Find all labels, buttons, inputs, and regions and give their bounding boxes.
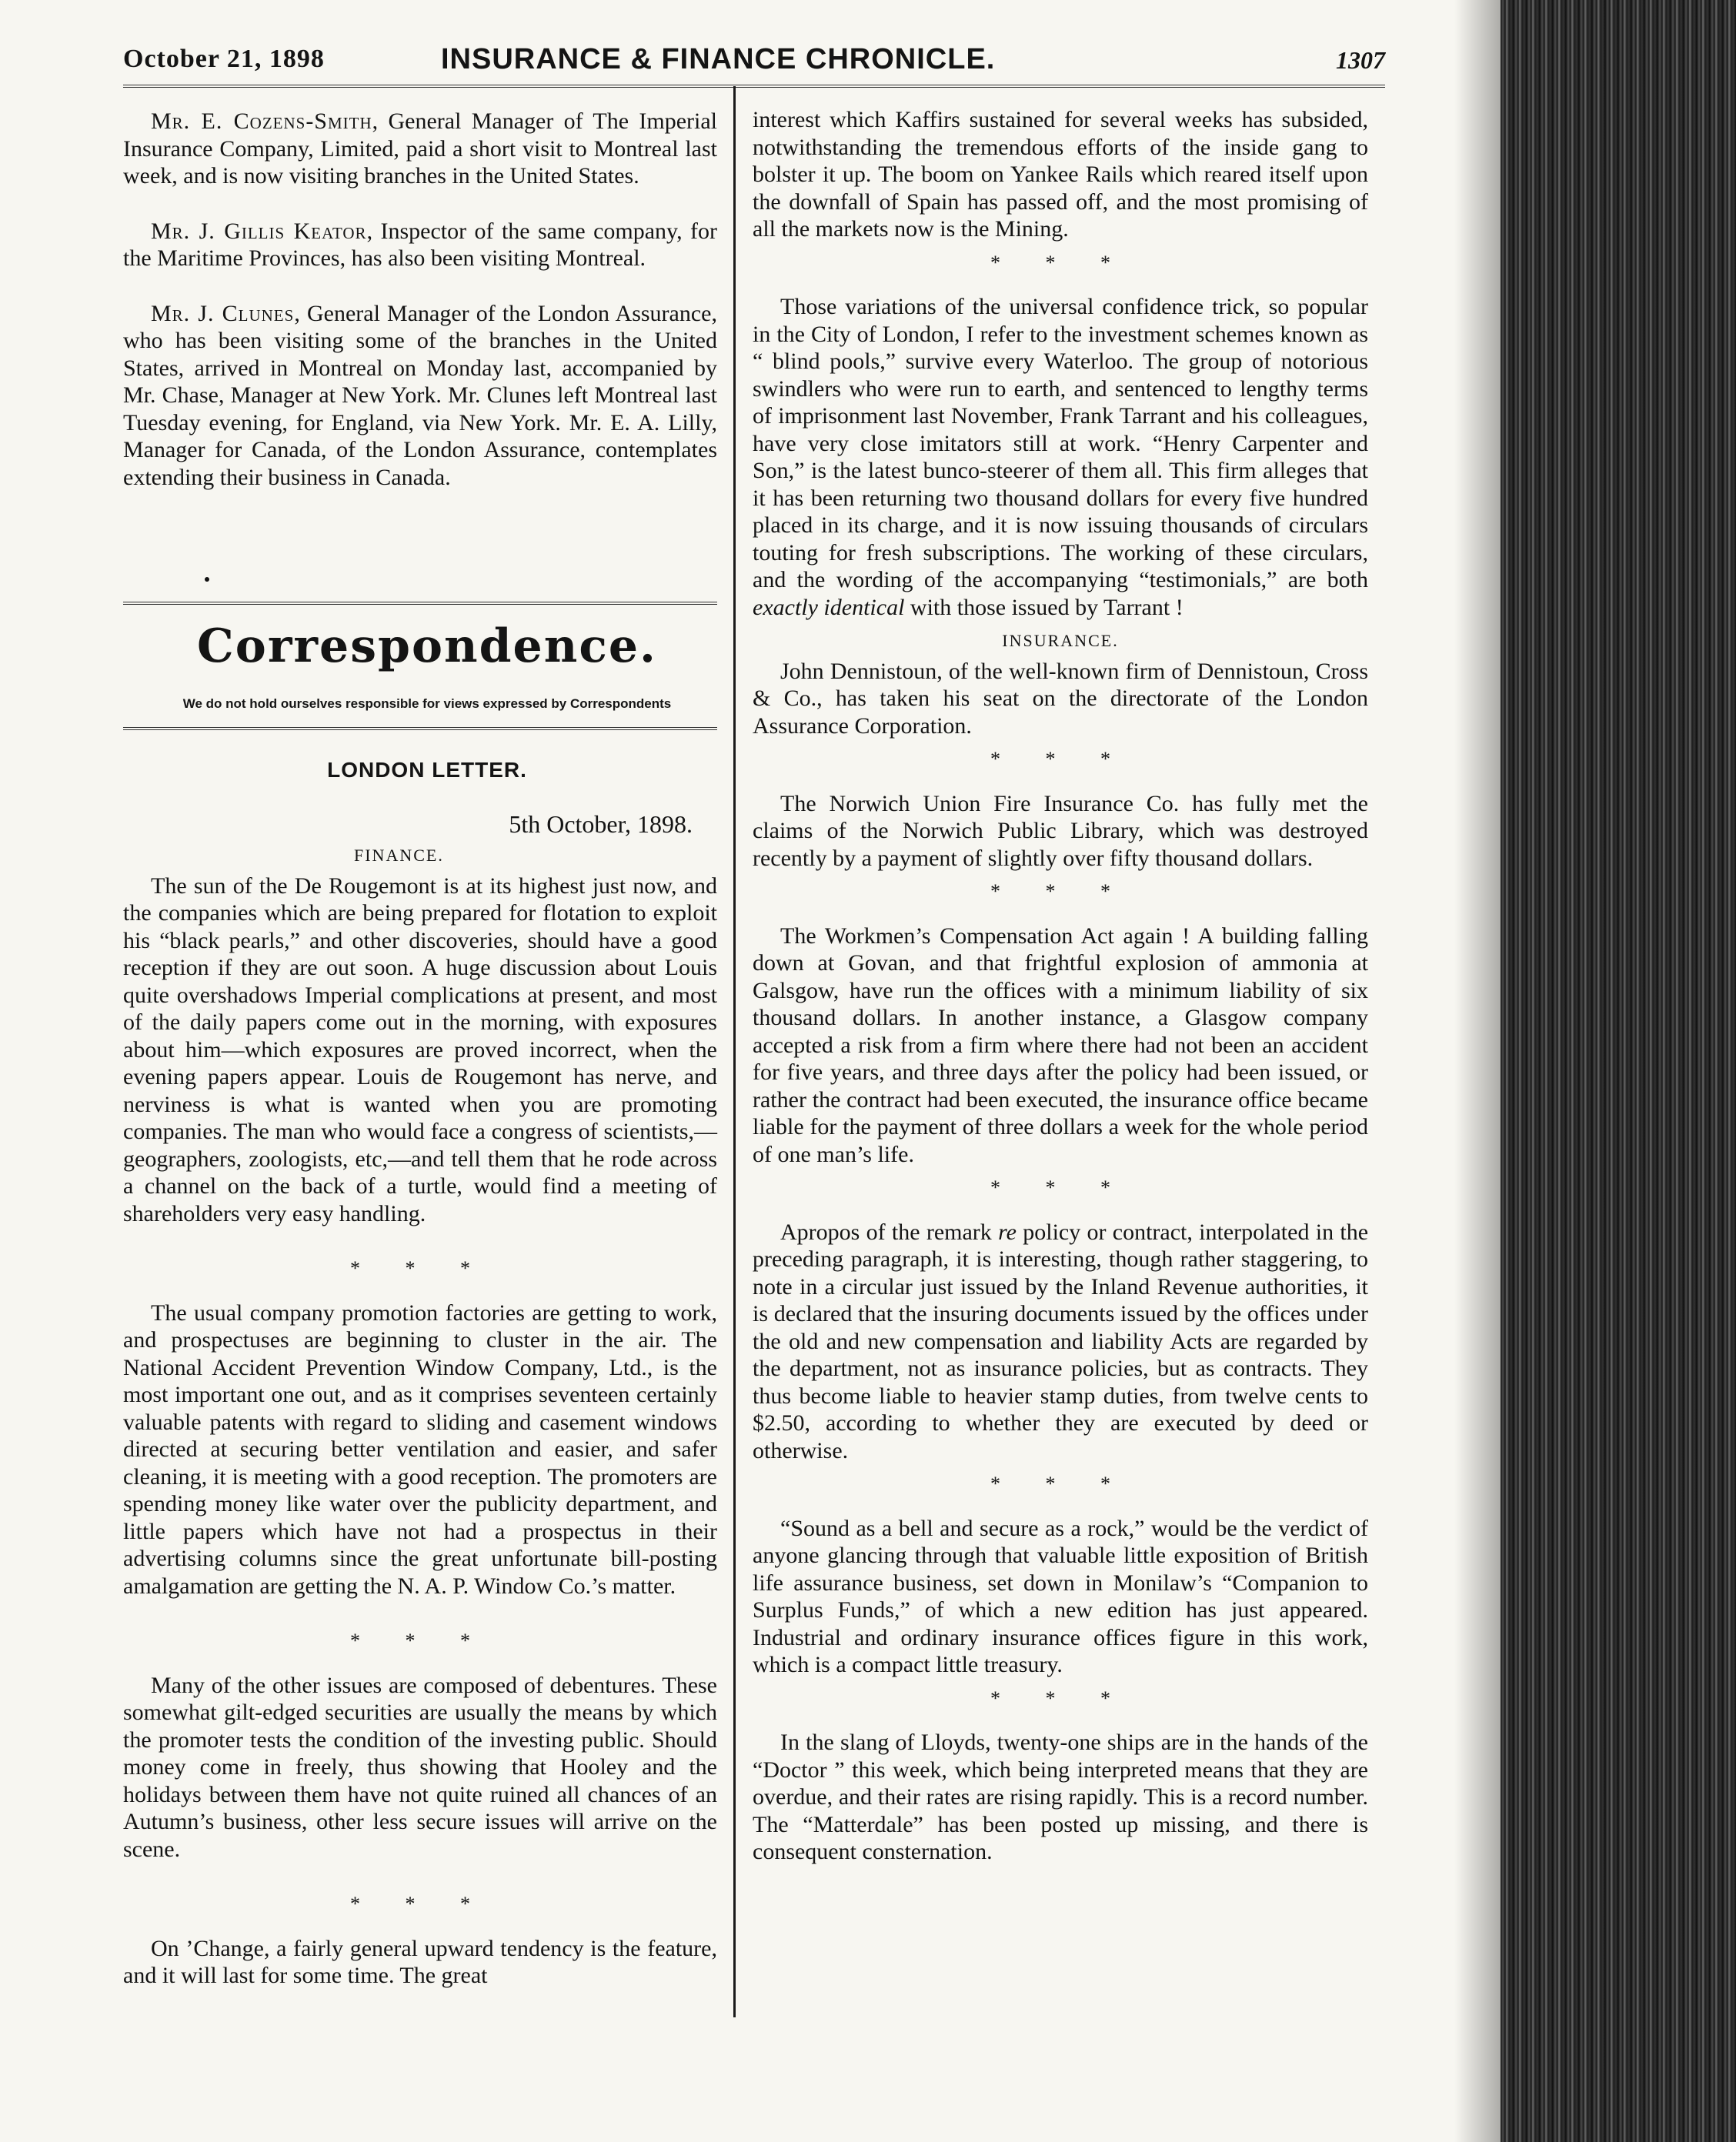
blind-pools-text-a: Those variations of the universal confidence trick, so popular in the City of London, I refer to the investment schemes known as “ blind pools,” survive every Waterloo. The group of notorious swindlers who were run to earth, and sentenced to lengthy terms of imprisonment last November, Frank Tarrant and his colleagues, have very close imitators still at work. “Henry Carpenter and Son,” is the latest bunco-steerer of them all. This firm alleges that it has been returning two thousand dollars for every five hundred placed in its charge, and it is now issuing thousands of circulars touting for fresh subscriptions. The working of these circulars, and the wording of the accompanying “testimonials,” are both	[753, 294, 1368, 592]
section-stars: * * *	[990, 251, 1130, 274]
section-stars: * * *	[990, 1687, 1130, 1710]
note-clunes	[123, 300, 717, 492]
paragraph-debentures: Many of the other issues are composed of debentures. These somewhat gilt-edged securities are usually the means by which the promoter tests the condition of the investing public. Should money come in freely, thus showing that Hooley and the holidays between them have not quite ruined all chances of an Autumn’s business, other less secure issues will arrive on the scene.	[123, 1672, 717, 1862]
paragraph-lloyds: In the slang of Lloyds, twenty-one ships are in the hands of the “Doctor ” this week, which being interpreted means that they are overdue, and their rates are rising rapidly. This is a record number. The “Matterdale” has been posted up missing, and there is consequent consternation.	[753, 1730, 1368, 1864]
paragraph-monilaw: “Sound as a bell and secure as a rock,” would be the verdict of anyone glancing through that valuable little exposition of British life assurance business, set down in Monilaw’s “Companion to Surplus Funds,” of which a new edition has just appeared. Industrial and ordinary insurance offices figure in this work, which is a compact little treasury.	[753, 1515, 1368, 1677]
finance-label: FINANCE.	[354, 846, 444, 865]
note-cozens-smith	[123, 108, 717, 190]
apropos-emphasis: re	[998, 1219, 1017, 1245]
paragraph-blind-pools	[753, 293, 1368, 621]
disclaimer-rule	[123, 727, 717, 730]
paragraph-promotion-factories: The usual company promotion factories are getting to work, and prospectuses are beginning to cluster in the air. The National Accident Prevention Window Company, Ltd., is the most important one out, and as it comprises seventeen certainly valuable patents with regard to sliding and casement windows directed at securing better ventilation and easier, and safer cleaning, it is meeting with a good reception. The promoters are spending money like water over the publicity department, and little papers which have not had a prospectus in their advertising columns since the great unfortunate bill-posting amalgamation are getting the N. A. P. Window Co.’s matter.	[123, 1300, 717, 1599]
page-gutter-shadow	[1454, 0, 1501, 2142]
apropos-text-b: policy or contract, interpolated in the preceding paragraph, it is interesting, though rather staggering, to note in a circular just issued by the Inland Revenue authorities, it is declared that the insuring documents issued by the offices under the old and new compensation and liability Acts are regarded by the department, not as insurance policies, but as contracts. They thus become liable to heavier stamp duties, from twelve cents to $2.50, according to whether they are executed by deed or otherwise.	[753, 1219, 1369, 1463]
name-clunes: Mr. J. Clunes	[151, 300, 295, 326]
blind-pools-text-b: with those issued by Tarrant !	[904, 594, 1183, 620]
page-number: 1307	[1336, 46, 1385, 74]
section-stars: * * *	[990, 1473, 1130, 1495]
issue-date: October 21, 1898	[123, 45, 325, 73]
paragraph-de-rougemont: The sun of the De Rougemont is at its highest just now, and the companies which are being prepared for flotation to exploit his “black pearls,” and other discoveries, should have a good reception if they are out soon. A huge discussion about Louis quite overshadows Imperial complications at present, and most of the daily papers come out in the morning, with exposures about him—which exposures are proved incorrect, when the evening papers appear. Louis de Rougemont has nerve, and nerviness is what is wanted when you are promoting companies. The man who would face a congress of scientists,—geographers, zoologists, etc,—and tell them that he rode across a channel on the back of a turtle, would find a meeting of shareholders very easy handling.	[123, 872, 717, 1226]
header-rule	[123, 85, 1385, 88]
name-cozens-smith: Mr. E. Cozens-Smith	[151, 108, 372, 134]
column-divider	[733, 86, 736, 2017]
section-stars: * * *	[990, 748, 1130, 770]
section-stars: * * *	[990, 880, 1130, 903]
paragraph-kaffirs: interest which Kaffirs sustained for several weeks has subsided, notwithstanding the tremendous efforts of the inside gang to bolster it up. The boom on Yankee Rails which reared itself upon the downfall of Spain has passed off, and the most promising of all the markets now is the Mining.	[753, 107, 1368, 242]
note-keator	[123, 218, 717, 272]
publication-title: INSURANCE & FINANCE CHRONICLE.	[441, 43, 996, 75]
apropos-text-a: Apropos of the remark	[780, 1219, 999, 1245]
note-cozens-smith-text: , General Manager of The Imperial Insurance Company, Limited, paid a short visit to Montreal last week, and is now visiting branches in the United States.	[123, 108, 717, 189]
letter-title: LONDON LETTER.	[327, 758, 527, 782]
letter-date: 5th October, 1898.	[509, 810, 693, 838]
paragraph-dennistoun: John Dennistoun, of the well-known firm of Dennistoun, Cross & Co., has taken his seat on the directorate of the London Assurance Corporation.	[753, 658, 1368, 739]
section-stars: * * *	[350, 1893, 490, 1915]
book-spine-edge	[1501, 0, 1736, 2142]
paragraph-apropos	[753, 1219, 1368, 1465]
note-keator-text: , Inspector of the same company, for the Maritime Provinces, has also been visiting Montreal.	[123, 218, 717, 271]
paragraph-norwich-union: The Norwich Union Fire Insurance Co. has fully met the claims of the Norwich Public Library, which was destroyed recently by a payment of slightly over fifty thousand dollars.	[753, 790, 1368, 871]
right-column-body	[753, 106, 1368, 1872]
correspondence-disclaimer: We do not hold ourselves responsible for views expressed by Correspondents	[182, 696, 672, 711]
paragraph-change: On ’Change, a fairly general upward tendency is the feature, and it will last for some time. The great	[123, 1935, 717, 1988]
ink-dot	[205, 577, 209, 582]
page-header	[123, 38, 1385, 85]
section-rule	[123, 602, 717, 605]
personal-notes	[123, 108, 717, 519]
section-stars: * * *	[350, 1257, 490, 1280]
left-column-body	[123, 837, 717, 1996]
paragraph-workmens-compensation: The Workmen’s Compensation Act again ! A building falling down at Govan, and that frightful explosion of ammonia at Galsgow, have run the offices with a minimum liability of six thousand dollars. In another instance, a Glasgow company accepted a risk from a firm where there had not been an accident for five years, and three days after the policy had been issued, or rather the contract had been executed, the insurance office became liable for the payment of three dollars a week for the whole period of one man’s life.	[753, 923, 1368, 1167]
note-clunes-text: , General Manager of the London Assurance, who has been visiting some of the branches in the United States, arrived in Montreal on Monday last, accompanied by Mr. Chase, Manager at New York. Mr. Clunes left Montreal last Tuesday evening, for England, via New York. Mr. E. A. Lilly, Manager for Canada, of the London Assurance, contemplates extending their business in Canada.	[123, 300, 717, 490]
blind-pools-emphasis: exactly identical	[753, 594, 905, 620]
insurance-label: INSURANCE.	[1002, 631, 1119, 650]
correspondence-heading: Correspondence.	[197, 619, 657, 673]
section-stars: * * *	[350, 1630, 490, 1652]
name-keator: Mr. J. Gillis Keator	[151, 218, 367, 244]
section-stars: * * *	[990, 1176, 1130, 1199]
